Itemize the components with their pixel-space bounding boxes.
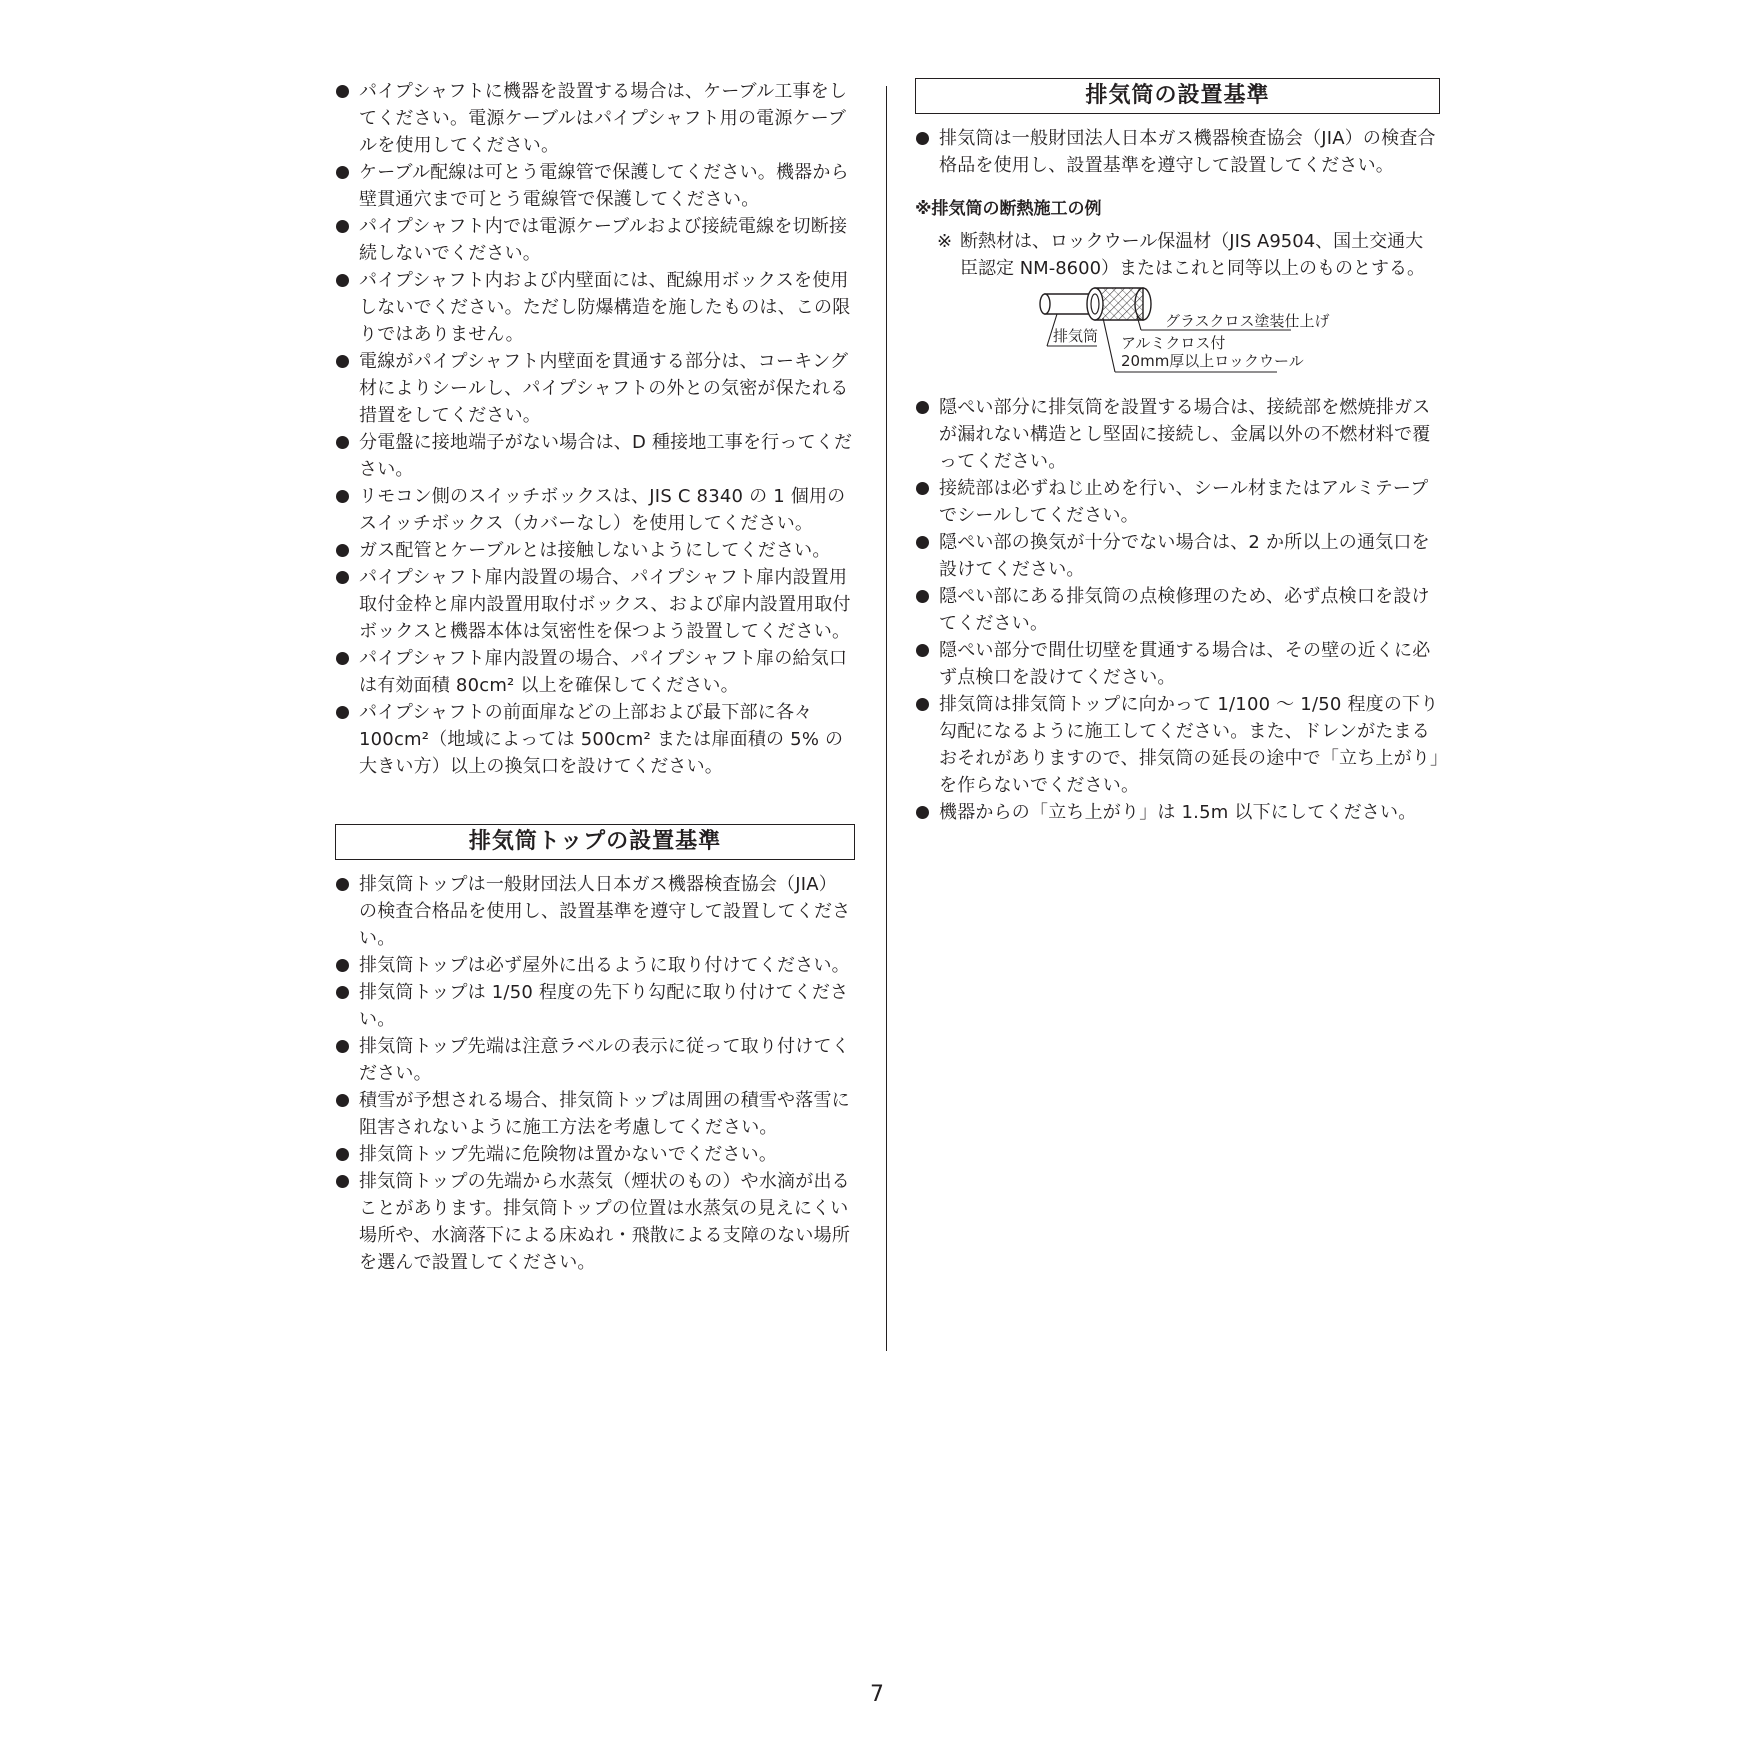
bullet-item: 排気筒トップは必ず屋外に出るように取り付けてください。 bbox=[335, 952, 855, 979]
bullet-dot-icon bbox=[336, 571, 349, 584]
bullet-dot-icon bbox=[336, 878, 349, 891]
bullet-dot-icon bbox=[336, 355, 349, 368]
bullet-item: 排気筒トップの先端から水蒸気（煙状のもの）や水滴が出ることがあります。排気筒トップの位置は水蒸気の見えにくい場所や、水滴落下による床ぬれ・飛散による支障のない場所を選んで設置してください。 bbox=[335, 1168, 855, 1276]
bullet-item: パイプシャフトに機器を設置する場合は、ケーブル工事をしてください。電源ケーブルはパイプシャフト用の電源ケーブルを使用してください。 bbox=[335, 78, 855, 159]
reference-mark: ※ bbox=[937, 231, 953, 252]
bullet-item: 排気筒トップは一般財団法人日本ガス機器検査協会（JIA）の検査合格品を使用し、設置基準を遵守して設置してください。 bbox=[335, 871, 855, 952]
page-number: 7 bbox=[870, 1682, 884, 1707]
flue-bullet-list-2 bbox=[915, 394, 1440, 826]
bullet-dot-icon bbox=[336, 85, 349, 98]
bullet-dot-icon bbox=[916, 806, 929, 819]
bullet-item: 排気筒トップ先端に危険物は置かないでください。 bbox=[335, 1141, 855, 1168]
pipe-shaft-bullet-list bbox=[335, 78, 855, 780]
bullet-dot-icon bbox=[336, 166, 349, 179]
bullet-dot-icon bbox=[916, 590, 929, 603]
bullet-dot-icon bbox=[336, 706, 349, 719]
bullet-dot-icon bbox=[336, 1148, 349, 1161]
bullet-dot-icon bbox=[336, 490, 349, 503]
figure-label-alumi-cloth: アルミクロス付 bbox=[1121, 334, 1226, 352]
bullet-dot-icon bbox=[336, 274, 349, 287]
bullet-item: ケーブル配線は可とう電線管で保護してください。機器から壁貫通穴まで可とう電線管で保護してください。 bbox=[335, 159, 855, 213]
insulation-figure bbox=[915, 282, 1440, 394]
figure-label-rockwool: 20mm厚以上ロックウール bbox=[1121, 352, 1304, 370]
insulation-note-title: ※排気筒の断熱施工の例 bbox=[915, 199, 1102, 219]
bullet-item: 排気筒は排気筒トップに向かって 1/100 ～ 1/50 程度の下り勾配になるように施工してください。また、ドレンがたまるおそれがありますので、排気筒の延長の途中で「立ち上がり」を作らないでください。 bbox=[915, 691, 1440, 799]
bullet-dot-icon bbox=[336, 1040, 349, 1053]
bullet-item: 隠ぺい部分で間仕切壁を貫通する場合は、その壁の近くに必ず点検口を設けてください。 bbox=[915, 637, 1440, 691]
bullet-item: 排気筒トップは 1/50 程度の先下り勾配に取り付けてください。 bbox=[335, 979, 855, 1033]
bullet-dot-icon bbox=[916, 698, 929, 711]
bullet-dot-icon bbox=[336, 1094, 349, 1107]
bullet-item: パイプシャフト内では電源ケーブルおよび接続電線を切断接続しないでください。 bbox=[335, 213, 855, 267]
figure-label-pipe: 排気筒 bbox=[1053, 327, 1099, 345]
bullet-dot-icon bbox=[336, 986, 349, 999]
chimney-top-bullet-list bbox=[335, 871, 855, 1276]
bullet-item: 電線がパイプシャフト内壁面を貫通する部分は、コーキング材によりシールし、パイプシャフトの外との気密が保たれる措置をしてください。 bbox=[335, 348, 855, 429]
bullet-item: リモコン側のスイッチボックスは、JIS C 8340 の 1 個用のスイッチボックス（カバーなし）を使用してください。 bbox=[335, 483, 855, 537]
left-column bbox=[335, 78, 855, 1276]
bullet-dot-icon bbox=[916, 401, 929, 414]
bullet-dot-icon bbox=[336, 959, 349, 972]
bullet-dot-icon bbox=[916, 482, 929, 495]
bullet-item: パイプシャフト扉内設置の場合、パイプシャフト扉の給気口は有効面積 80cm² 以上を確保してください。 bbox=[335, 645, 855, 699]
chimney-top-section-heading: 排気筒トップの設置基準 bbox=[335, 824, 855, 860]
bullet-item: 分電盤に接地端子がない場合は、D 種接地工事を行ってください。 bbox=[335, 429, 855, 483]
bullet-dot-icon bbox=[916, 536, 929, 549]
bullet-item: パイプシャフト内および内壁面には、配線用ボックスを使用しないでください。ただし防爆構造を施したものは、この限りではありません。 bbox=[335, 267, 855, 348]
bullet-dot-icon bbox=[336, 1175, 349, 1188]
bullet-item: ガス配管とケーブルとは接触しないようにしてください。 bbox=[335, 537, 855, 564]
bullet-item: パイプシャフトの前面扉などの上部および最下部に各々100cm²（地域によっては 500cm² または扉面積の 5% の大きい方）以上の換気口を設けてください。 bbox=[335, 699, 855, 780]
bullet-dot-icon bbox=[336, 436, 349, 449]
bullet-dot-icon bbox=[336, 220, 349, 233]
flue-bullet-list-1 bbox=[915, 125, 1440, 179]
bullet-dot-icon bbox=[336, 544, 349, 557]
insulation-note-body: ※ 断熱材は、ロックウール保温材（JIS A9504、国土交通大臣認定 NM-8600）またはこれと同等以上のものとする。 bbox=[915, 228, 1440, 282]
bullet-item: 機器からの「立ち上がり」は 1.5m 以下にしてください。 bbox=[915, 799, 1440, 826]
bullet-item: 隠ぺい部にある排気筒の点検修理のため、必ず点検口を設けてください。 bbox=[915, 583, 1440, 637]
bullet-dot-icon bbox=[916, 644, 929, 657]
bullet-item: パイプシャフト扉内設置の場合、パイプシャフト扉内設置用取付金枠と扉内設置用取付ボックス、および扉内設置用取付ボックスと機器本体は気密性を保つよう設置してください。 bbox=[335, 564, 855, 645]
bullet-item: 隠ぺい部分に排気筒を設置する場合は、接続部を燃焼排ガスが漏れない構造とし堅固に接続し、金属以外の不燃材料で覆ってください。 bbox=[915, 394, 1440, 475]
bullet-item: 排気筒は一般財団法人日本ガス機器検査協会（JIA）の検査合格品を使用し、設置基準を遵守して設置してください。 bbox=[915, 125, 1440, 179]
column-divider bbox=[886, 86, 887, 1351]
bullet-dot-icon bbox=[916, 132, 929, 145]
flue-section-heading: 排気筒の設置基準 bbox=[915, 78, 1440, 114]
figure-label-glass-cloth: グラスクロス塗装仕上げ bbox=[1165, 312, 1330, 330]
bullet-item: 積雪が予想される場合、排気筒トップは周囲の積雪や落雪に阻害されないように施工方法を考慮してください。 bbox=[335, 1087, 855, 1141]
bullet-item: 接続部は必ずねじ止めを行い、シール材またはアルミテープでシールしてください。 bbox=[915, 475, 1440, 529]
right-column bbox=[915, 78, 1440, 826]
bullet-item: 排気筒トップ先端は注意ラベルの表示に従って取り付けてください。 bbox=[335, 1033, 855, 1087]
bullet-item: 隠ぺい部の換気が十分でない場合は、2 か所以上の通気口を設けてください。 bbox=[915, 529, 1440, 583]
bullet-dot-icon bbox=[336, 652, 349, 665]
